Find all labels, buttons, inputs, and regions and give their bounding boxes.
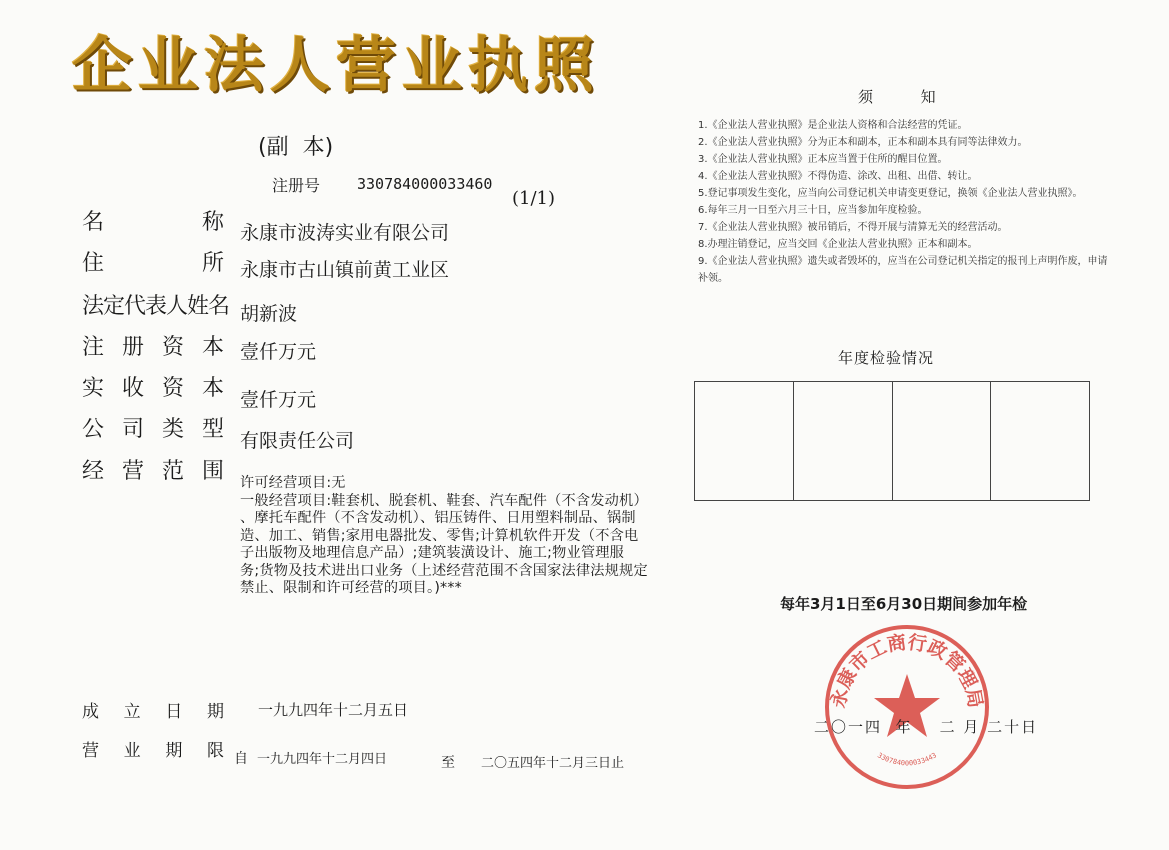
scope-line: 务;货物及技术进出口业务（上述经营范围不含国家法律法规规定 [240, 562, 648, 579]
field-value-address: 永康市古山镇前黄工业区 [240, 259, 450, 281]
field-value-name: 永康市波涛实业有限公司 [240, 222, 450, 244]
scope-line: 、摩托车配件（不含发动机）、铝压铸件、日用塑料制品、锅制 [240, 510, 636, 526]
seal-number: 330784000033443 [875, 751, 939, 768]
scope-line: 禁止、限制和许可经营的项目。)*** [240, 580, 462, 596]
term-to-prefix: 至 [441, 755, 455, 771]
label-char: 围 [201, 459, 224, 484]
term-from-date: 一九九四年十二月四日 [257, 752, 388, 767]
field-value-registered-capital: 壹仟万元 [240, 341, 317, 363]
annual-inspection-cell [893, 382, 992, 500]
business-scope [240, 475, 740, 598]
field-value-paid-capital: 壹仟万元 [240, 389, 317, 411]
field-value-company-type: 有限责任公司 [240, 430, 355, 452]
label-char: 公 [82, 417, 105, 442]
seal-text: 永康市工商行政管理局 [827, 631, 987, 710]
notice-item: 2.《企业法人营业执照》分为正本和副本，正本和副本具有同等法律效力。 [698, 137, 1028, 148]
field-label-business-scope [82, 461, 224, 483]
notice-item: 1.《企业法人营业执照》是企业法人资格和合法经营的凭证。 [698, 120, 968, 131]
label-char: 注 [82, 335, 105, 360]
registration-page: (1/1) [512, 188, 556, 209]
label-char: 限 [206, 741, 224, 761]
field-label-address [82, 253, 224, 275]
notice-item: 6.每年三月一日至六月三十日，应当参加年度检验。 [698, 205, 928, 216]
annual-inspection-grid [694, 381, 1090, 501]
annual-inspection-cell [794, 382, 893, 500]
registration-number: 330784000033460 [357, 175, 493, 193]
annual-inspection-note: 每年3月1日至6月30日期间参加年检 [780, 595, 1028, 613]
label-char: 资 [161, 376, 184, 401]
field-label-registered-capital [82, 337, 224, 359]
label-char: 类 [161, 417, 184, 442]
annual-inspection-cell [695, 382, 794, 500]
label-char: 司 [121, 417, 144, 442]
registration-label: 注册号 [272, 176, 321, 195]
notice-item: 7.《企业法人营业执照》被吊销后，不得开展与清算无关的经营活动。 [698, 222, 1008, 233]
label-char: 经 [82, 459, 105, 484]
label-char: 册 [121, 335, 144, 360]
notice-list [698, 117, 1108, 287]
official-seal [822, 622, 992, 792]
annual-inspection-title: 年度检验情况 [838, 349, 935, 367]
label-char: 期 [165, 741, 183, 761]
notice-heading: 须 知 [858, 88, 936, 106]
notice-item: 9.《企业法人营业执照》遗失或者毁坏的，应当在公司登记机关指定的报刊上声明作废，申请补领。 [698, 256, 1108, 284]
notice-item: 5.登记事项发生变化，应当向公司登记机关申请变更登记，换领《企业法人营业执照》。 [698, 188, 1083, 199]
field-label-legal-rep [82, 296, 242, 318]
label-char: 期 [206, 702, 224, 722]
label-char: 业 [123, 741, 141, 761]
label-char: 成 [82, 702, 99, 722]
label-char: 本 [201, 376, 224, 401]
copy-label: (副 本) [258, 135, 334, 160]
label-char: 营 [121, 459, 144, 484]
field-label-name [82, 212, 224, 234]
svg-text:330784000033443 [876, 751, 938, 767]
scope-line: 一般经营项目:鞋套机、脱套机、鞋套、汽车配件（不含发动机） [240, 492, 648, 509]
field-value-legal-rep: 胡新波 [240, 303, 298, 325]
label-char: 收 [121, 376, 144, 401]
label-char: 法定代表人姓名 [82, 294, 230, 319]
notice-item: 8.办理注销登记，应当交回《企业法人营业执照》正本和副本。 [698, 239, 978, 250]
annual-inspection-cell [991, 382, 1089, 500]
label-char: 实 [82, 376, 105, 401]
document-title: 企业法人营业执照 [72, 31, 600, 101]
field-label-company-type [82, 419, 224, 441]
label-char: 营 [82, 741, 99, 761]
label-char: 本 [201, 335, 224, 360]
label-char: 范 [161, 459, 184, 484]
scope-line: 造、加工、销售;家用电器批发、零售;计算机软件开发（不含电 [240, 527, 639, 544]
label-char: 型 [201, 417, 224, 442]
label-char: 所 [201, 251, 224, 276]
label-char: 立 [123, 702, 141, 722]
established-label [82, 697, 224, 722]
label-char: 住 [82, 251, 105, 276]
established-date: 一九九四年十二月五日 [258, 701, 409, 719]
term-to-date: 二〇五四年十二月三日止 [481, 756, 625, 771]
scope-line: 许可经营项目:无 [240, 475, 346, 491]
notice-item: 3.《企业法人营业执照》正本应当置于住所的醒目位置。 [698, 154, 948, 165]
term-label [82, 736, 224, 761]
label-char: 称 [201, 210, 224, 235]
issue-date: 二〇一四 年 二 月 二十日 [814, 718, 1039, 736]
label-char: 名 [82, 210, 105, 235]
label-char: 资 [161, 335, 184, 360]
scope-line: 子出版物及地理信息产品）;建筑装潢设计、施工;物业管理服 [240, 545, 625, 561]
label-char: 日 [165, 702, 183, 722]
field-label-paid-capital [82, 378, 224, 400]
term-from-prefix: 自 [234, 751, 248, 767]
notice-item: 4.《企业法人营业执照》不得伪造、涂改、出租、出借、转让。 [698, 171, 978, 182]
